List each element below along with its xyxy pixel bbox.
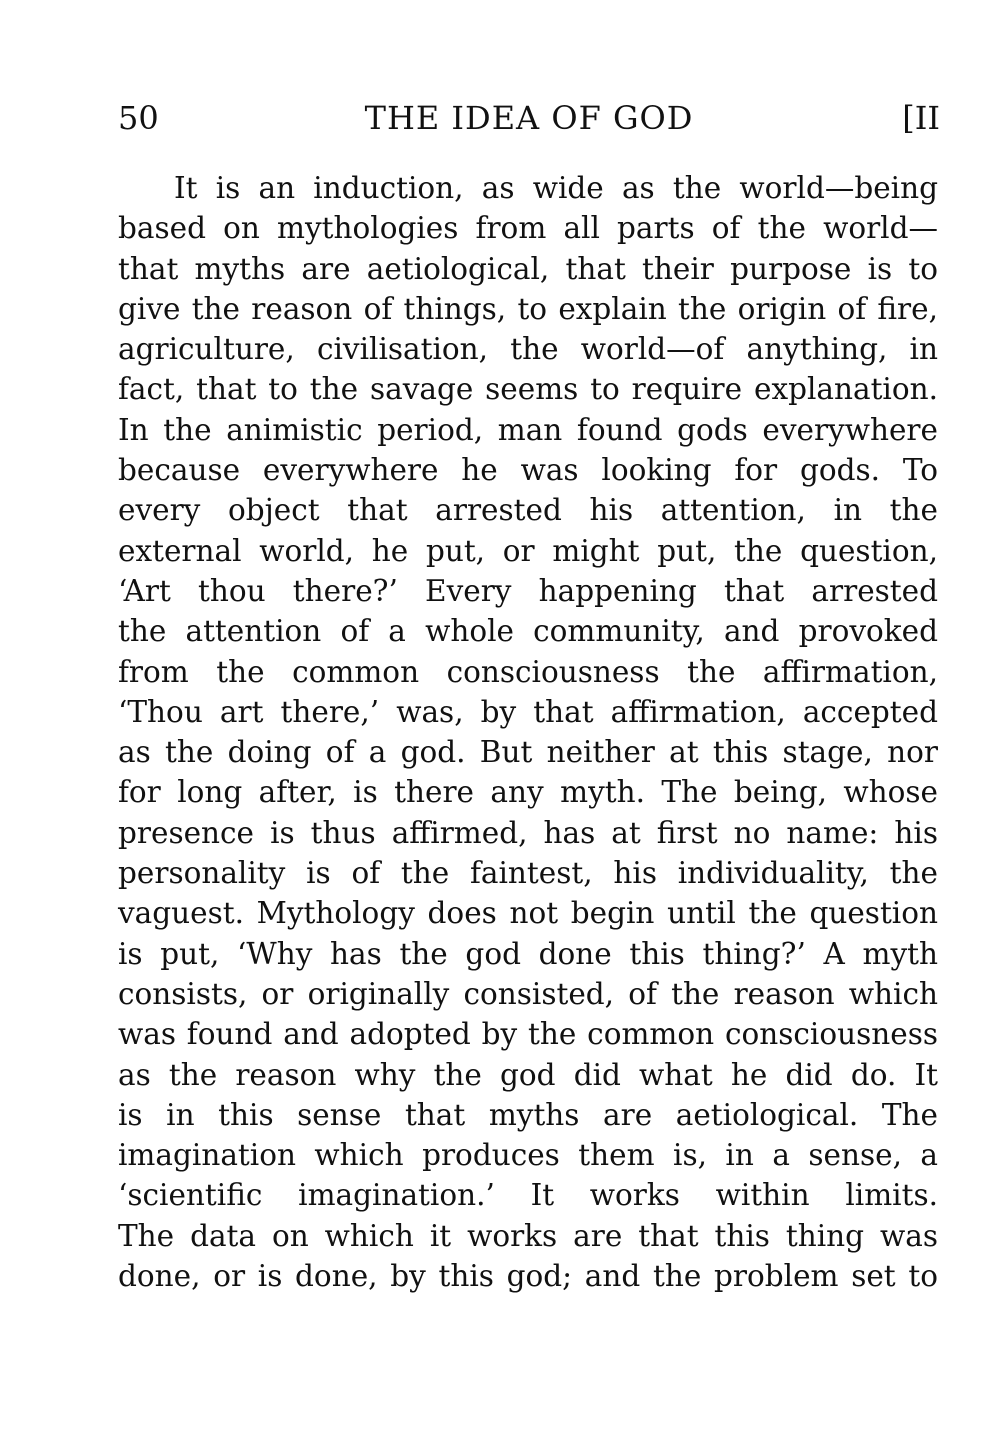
text-line: ‘scientific imagination.’ It works within limits. <box>118 1178 938 1213</box>
text-line: personality is of the faintest, his individuality, the <box>118 856 938 891</box>
text-line: In the animistic period, man found gods everywhere <box>118 412 938 447</box>
text-line: is put, ‘Why has the god done this thing?’ A myth <box>118 936 938 971</box>
text-line: as the reason why the god did what he did do. It <box>118 1057 938 1092</box>
text-line: agriculture, civilisation, the world—of anything, in <box>118 332 938 367</box>
text-line: ‘Thou art there,’ was, by that affirmation, accepted <box>118 694 938 729</box>
text-line: external world, he put, or might put, the question, <box>118 533 938 568</box>
text-line: imagination which produces them is, in a sense, a <box>118 1138 938 1173</box>
text-line: It is an induction, as wide as the world—being <box>174 171 938 205</box>
text-line: done, or is done, by this god; and the problem set to <box>118 1259 938 1294</box>
text-line: from the common consciousness the affirmation, <box>118 654 938 689</box>
text-line: fact, that to the savage seems to require explanation. <box>118 372 938 407</box>
text-line: was found and adopted by the common consciousness <box>118 1017 938 1052</box>
text-line: is in this sense that myths are aetiological. The <box>118 1097 938 1132</box>
text-line: the attention of a whole community, and provoked <box>118 614 938 649</box>
text-line: every object that arrested his attention, in the <box>118 493 938 528</box>
text-line: as the doing of a god. But neither at this stage, nor <box>118 735 938 770</box>
body-paragraph <box>118 168 938 1296</box>
text-line: consists, or originally consisted, of the reason which <box>118 976 938 1011</box>
text-line: for long after, is there any myth. The being, whose <box>118 775 938 810</box>
text-line: The data on which it works are that this thing was <box>118 1218 938 1253</box>
text-line: that myths are aetiological, that their purpose is to <box>118 251 938 286</box>
text-line: based on mythologies from all parts of the world— <box>118 211 938 246</box>
text-line: give the reason of things, to explain the origin of fire, <box>118 291 938 326</box>
text-line: presence is thus affirmed, has at first no name: his <box>118 815 938 850</box>
text-line: ‘Art thou there?’ Every happening that arrested <box>118 573 938 608</box>
text-line: because everywhere he was looking for gods. To <box>118 453 938 488</box>
running-header <box>118 94 940 142</box>
chapter-mark: [II <box>902 99 940 137</box>
running-title: THE IDEA OF GOD <box>364 99 694 137</box>
page-number: 50 <box>118 99 159 137</box>
text-line: vaguest. Mythology does not begin until the question <box>118 896 938 931</box>
